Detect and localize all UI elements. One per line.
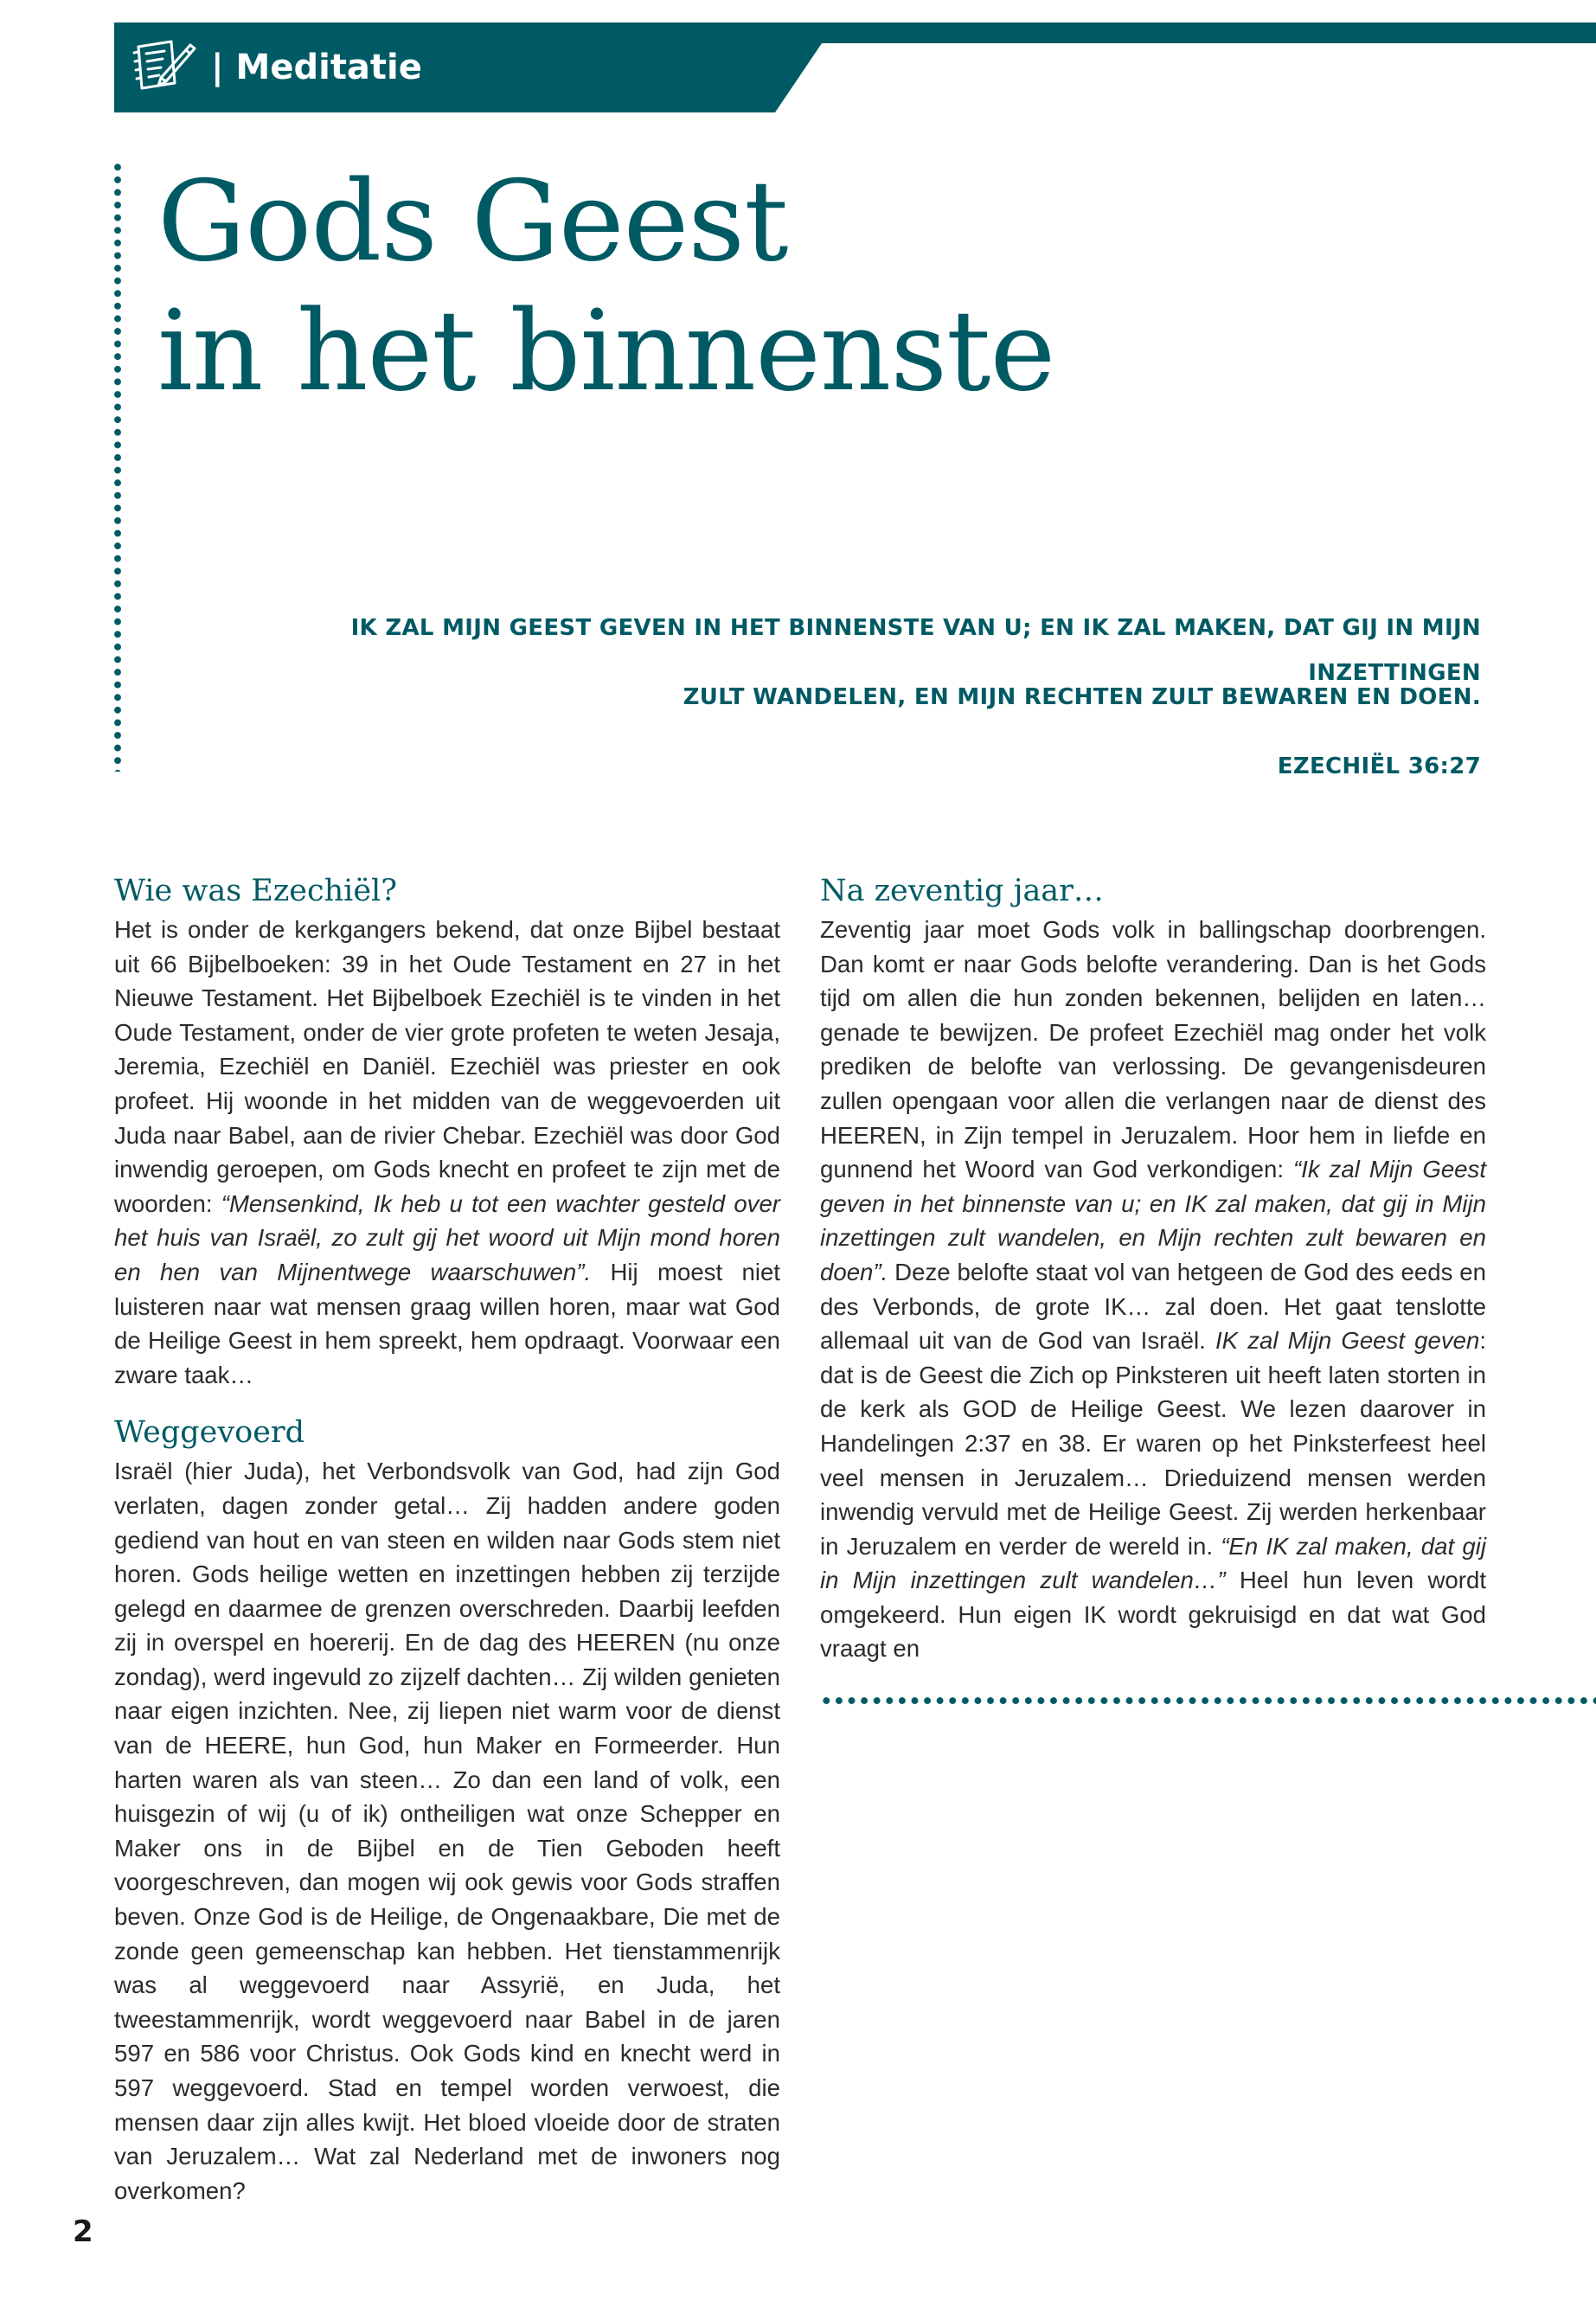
section-body-na-zeventig-jaar <box>820 913 1486 1666</box>
body-text-italic: IK zal Mijn Geest geven <box>1215 1327 1480 1355</box>
horizontal-dotted-divider <box>820 1696 1596 1705</box>
body-text-italic: “Mensenkind, Ik heb u tot een wachter gesteld over het huis van Israël, zo zult gij het woord uit Mijn mond horen en hen van Mijnentwege waarschuwen”. <box>114 1189 780 1285</box>
body-text: Heel hun leven wordt omgekeerd. Hun eigen IK wordt gekruisigd en dat wat God vraagt en <box>820 1567 1486 1663</box>
title-line-2: in het binnenste <box>157 287 1055 416</box>
right-column <box>820 869 1486 1666</box>
scripture-quote <box>218 606 1481 796</box>
body-text: Hij moest niet luisteren naar wat mensen graag willen horen, maar wat God de Heilige Geest in hem spreekt, hem opdraagt. Voorwaar een zware taak… <box>114 1258 780 1388</box>
left-column <box>114 869 780 2208</box>
quote-reference: EZECHIËL 36:27 <box>1277 753 1481 779</box>
page-title <box>157 157 1054 417</box>
section-label: | Meditatie <box>211 48 422 87</box>
body-text-italic: “Ik zal Mijn Geest geven in het binnenste van u; en IK zal maken, dat gij in Mijn inzettingen zult wandelen, en Mijn rechten zult bewaren en doen”. <box>820 1156 1486 1285</box>
body-text: Zeventig jaar moet Gods volk in ballingschap doorbrengen. Dan komt er naar Gods belofte verandering. Dan is het Gods tijd om allen die hun zonden bekennen, belijden en laten… genade te bewijzen. De profeet Ezechiël mag onder het volk prediken de belofte van verlossing. De gevangenisdeuren zullen opengaan voor allen die verlangen naar de dienst des HEEREN, in Zijn tempel in Jeruzalem. Hoor hem in liefde en gunnend het Woord van God verkondigen: <box>820 916 1486 1183</box>
section-body-wie-was-ezechiel <box>114 913 780 1392</box>
body-text-italic: “En IK zal maken, dat gij in Mijn inzettingen zult wandelen…” <box>820 1532 1486 1594</box>
title-line-1: Gods Geest <box>157 157 788 286</box>
body-text: : dat is de Geest die Zich op Pinksteren uit heeft laten storten in de kerk als GOD de Heilige Geest. We lezen daarover in Handelingen 2:37 en 38. Er waren op het Pinksterfeest heel veel mensen in Jeruzalem… Drieduizend mensen werden inwendig vervuld met de Heilige Geest. Zij werden herkenbaar in Jeruzalem en verder de wereld in. <box>820 1327 1487 1560</box>
section-heading-weggevoerd: Weggevoerd <box>114 1415 305 1451</box>
vertical-dotted-divider <box>113 161 122 772</box>
body-text: Deze belofte staat vol van hetgeen de God des eeds en des Verbonds, de grote IK… zal doen. Het gaat tenslotte allemaal uit van de God van Israël. <box>820 1258 1486 1355</box>
quote-line-1: IK ZAL MIJN GEEST GEVEN IN HET BINNENSTE VAN U; EN IK ZAL MAKEN, DAT GIJ IN MIJN INZETTINGEN <box>350 615 1481 686</box>
section-gap <box>114 1392 780 1411</box>
section-body-weggevoerd: Israël (hier Juda), het Verbondsvolk van God, had zijn God verlaten, dagen zonder getal… Zij hadden andere goden gediend van hout en van steen en wilden naar Gods stem niet horen. Gods heilige wetten en inzettingen hebben zij terzijde gelegd en daarmee de grenzen overschreden. Daarbij leefden zij in overspel en hoererij. En de dag des HEEREN (nu onze zondag), werd ingevuld zo zijzelf dachten… Zij wilden genieten naar eigen inzichten. Nee, zij liepen niet warm voor de dienst van de HEERE, hun God, hun Maker en Formeerder. Hun harten waren als van steen… Zo dan een land of volk, een huisgezin of wij (u of ik) ontheiligen wat onze Schepper en Maker ons in de Bijbel en de Tien Geboden heeft voorgeschreven, dan mogen wij ook gewis voor Gods straffen beven. Onze God is de Heilige, de Ongenaakbare, Die met de zonde geen gemeenschap kan hebben. Het tienstammenrijk was al weggevoerd naar Assyrië, en Juda, het tweestammenrijk, wordt weggevoerd naar Babel in de jaren 597 en 586 voor Christus. Ook Gods kind en knecht werd in 597 weggevoerd. Stad en tempel worden verwoest, die mensen daar zijn alles kwijt. Het bloed vloeide door de straten van Jeruzalem… Wat zal Nederland met de inwoners nog overkomen? <box>114 1458 780 2204</box>
section-heading-na-zeventig-jaar: Na zeventig jaar… <box>820 874 1104 908</box>
section-heading-wie-was-ezechiel: Wie was Ezechiël? <box>114 874 398 908</box>
quote-line-2: ZULT WANDELEN, EN MIJN RECHTEN ZULT BEWAREN EN DOEN. <box>683 684 1481 710</box>
body-text: Het is onder de kerkgangers bekend, dat onze Bijbel bestaat uit 66 Bijbelboeken: 39 in het Oude Testament en 27 in het Nieuwe Testament. Het Bijbelboek Ezechiël is te vinden in het Oude Testament, onder de vier grote profeten te weten Jesaja, Jeremia, Ezechiël en Daniël. Ezechiël was priester en ook profeet. Hij woonde in het midden van de weggevoerden uit Juda naar Babel, aan de rivier Chebar. Ezechiël was door God inwendig geroepen, om Gods knecht en profeet te zijn met de woorden: <box>114 916 780 1217</box>
section-header-band <box>114 22 1596 112</box>
notepad-pen-icon <box>131 35 197 97</box>
page-number: 2 <box>73 2214 93 2249</box>
